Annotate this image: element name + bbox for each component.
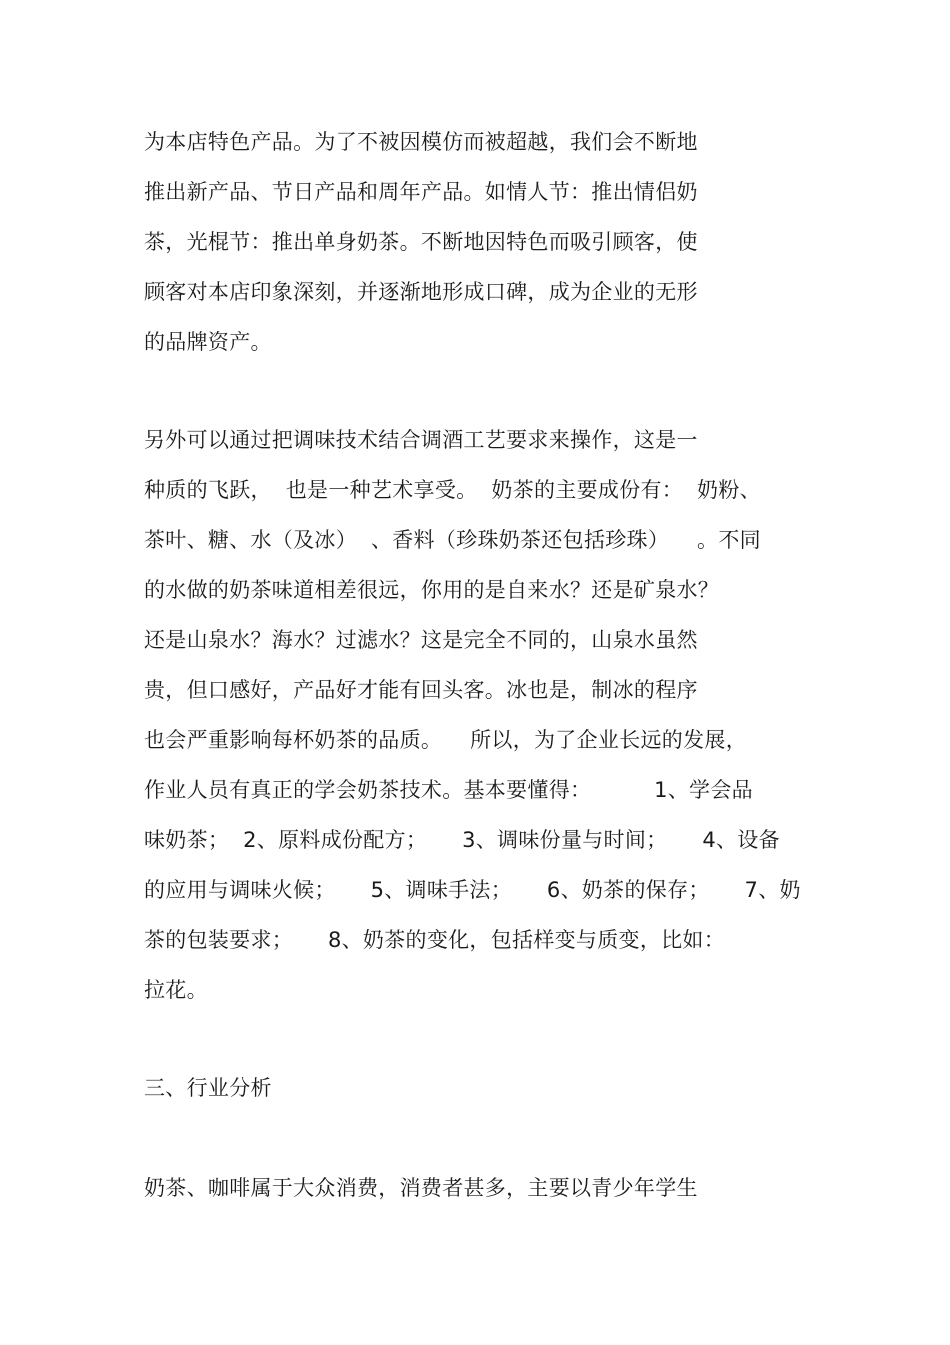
section-heading: 三、行业分析 xyxy=(144,1076,272,1100)
text-line: 的应用与调味火候； 5、调味手法； 6、奶茶的保存； 7、奶 xyxy=(144,878,801,902)
text-line: 的水做的奶茶味道相差很远，你用的是自来水？还是矿泉水？ xyxy=(144,578,720,602)
text-line: 贵，但口感好，产品好才能有回头客。冰也是，制冰的程序 xyxy=(144,678,698,702)
text-line: 顾客对本店印象深刻，并逐渐地形成口碑，成为企业的无形 xyxy=(144,280,698,304)
text-line: 味奶茶； 2、原料成份配方； 3、调味份量与时间； 4、设备 xyxy=(144,828,780,852)
text-line: 茶，光棍节：推出单身奶茶。不断地因特色而吸引顾客，使 xyxy=(144,230,698,254)
text-line: 也会严重影响每杯奶茶的品质。 所以，为了企业长远的发展， xyxy=(144,728,747,752)
text-line: 种质的飞跃， 也是一种艺术享受。 奶茶的主要成份有： 奶粉、 xyxy=(144,478,761,502)
text-line: 为本店特色产品。为了不被因模仿而被超越，我们会不断地 xyxy=(144,130,698,154)
text-line: 奶茶、咖啡属于大众消费，消费者甚多，主要以青少年学生 xyxy=(144,1176,698,1200)
text-line: 作业人员有真正的学会奶茶技术。基本要懂得： 1、学会品 xyxy=(144,778,753,802)
text-line: 茶的包装要求； 8、奶茶的变化，包括样变与质变，比如： xyxy=(144,928,726,952)
text-line: 还是山泉水？海水？过滤水？这是完全不同的，山泉水虽然 xyxy=(144,628,698,652)
text-line: 的品牌资产。 xyxy=(144,330,272,354)
text-line: 茶叶、糖、水（及冰） 、香料（珍珠奶茶还包括珍珠） 。不同 xyxy=(144,528,761,552)
text-line: 拉花。 xyxy=(144,978,208,1002)
text-line: 推出新产品、节日产品和周年产品。如情人节：推出情侣奶 xyxy=(144,180,698,204)
text-line: 另外可以通过把调味技术结合调酒工艺要求来操作，这是一 xyxy=(144,428,698,452)
